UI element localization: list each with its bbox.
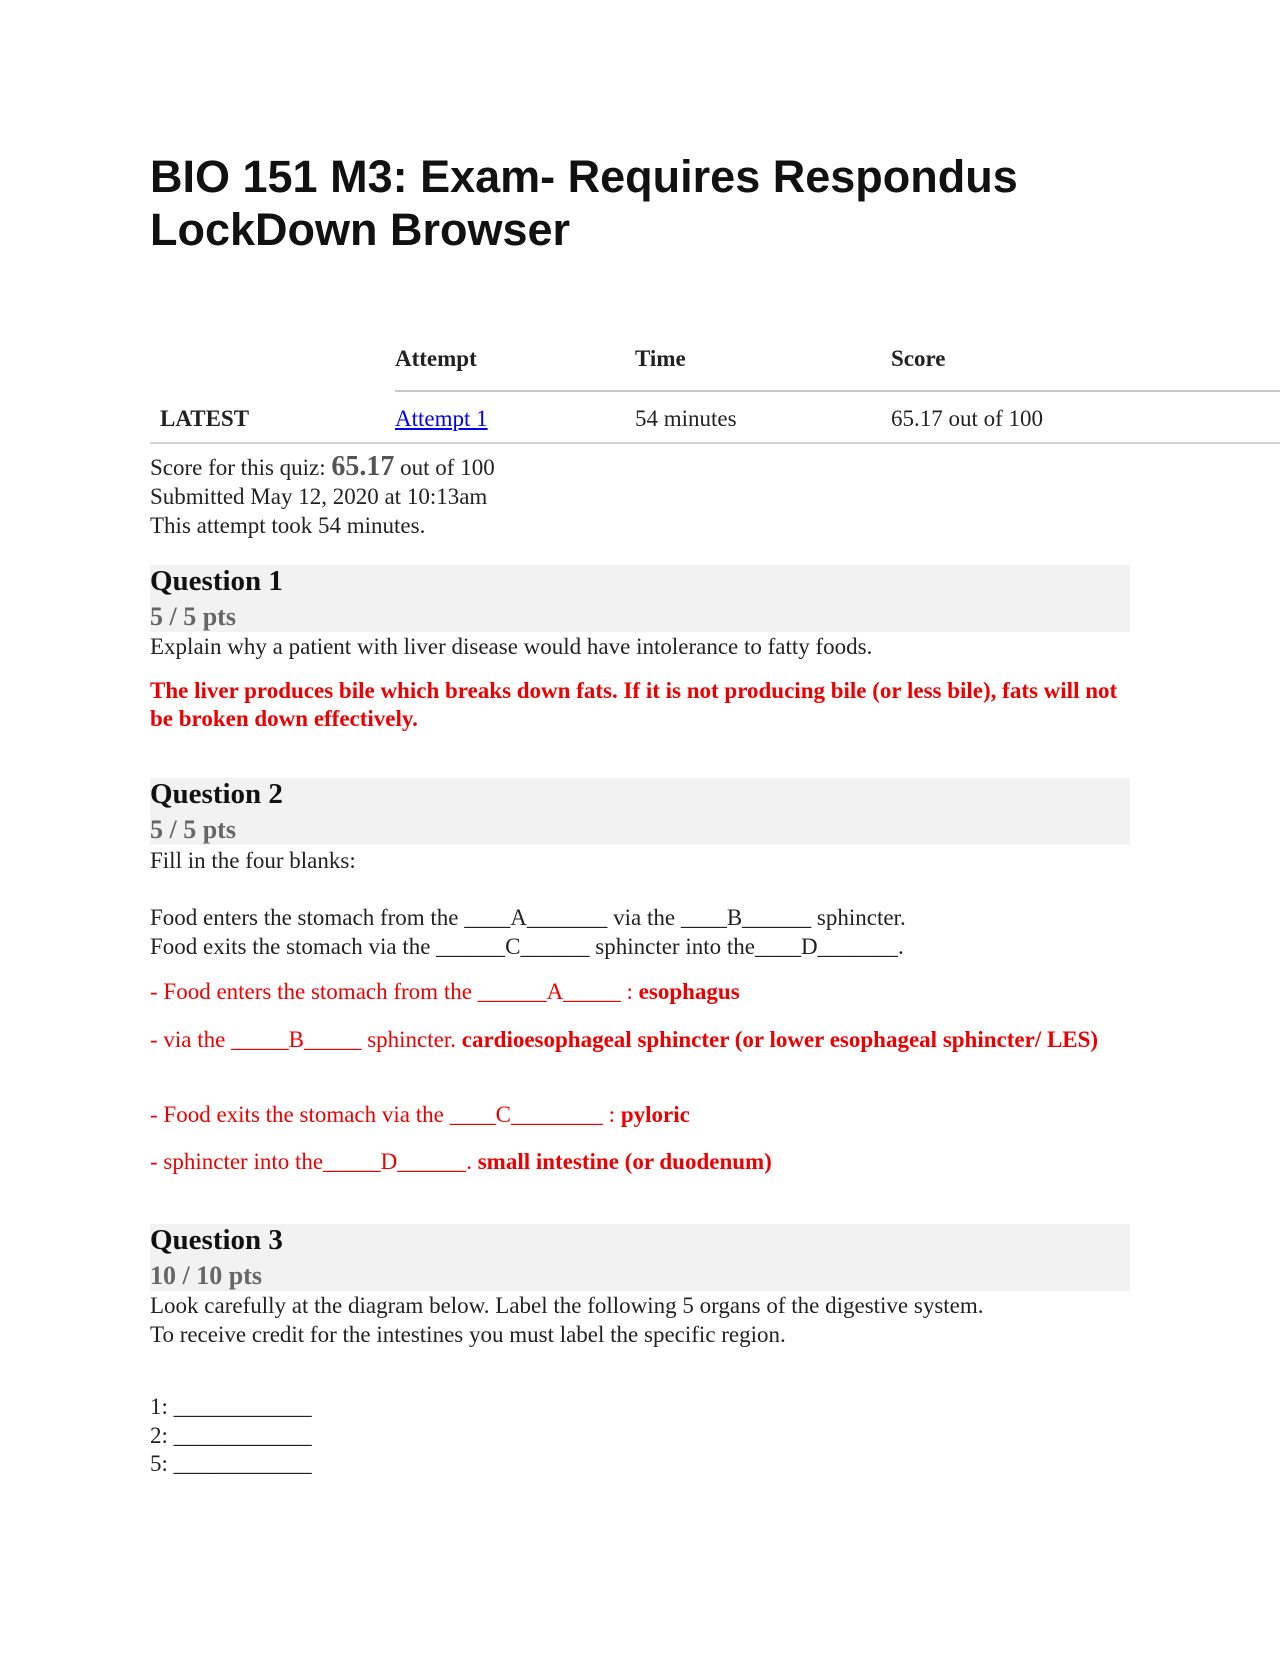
row-label: LATEST — [160, 406, 250, 431]
question-2-title: Question 2 — [150, 778, 283, 810]
answer-a-value: esophagus — [638, 979, 740, 1004]
score-value: 65.17 — [331, 451, 395, 482]
header-score: Score — [891, 346, 946, 371]
answer-d-label: - sphincter into the_____D______. — [150, 1149, 478, 1174]
question-1-answer: The liver produces bile which breaks down fats. If it is not producing bile (or less bile), fats will not be broken down effectively. — [150, 678, 1118, 731]
score-prefix: Score for this quiz: — [150, 455, 332, 480]
answer-c — [150, 1101, 1130, 1129]
page-title: BIO 151 M3: Exam- Requires Respondus LockDown Browser — [150, 151, 1018, 255]
question-1-points: 5 / 5 pts — [150, 602, 236, 631]
answer-c-label: - Food exits the stomach via the ____C________ : — [150, 1102, 621, 1127]
duration-line: This attempt took 54 minutes. — [150, 513, 426, 538]
header-attempt: Attempt — [395, 346, 477, 371]
question-3-prompt-2: To receive credit for the intestines you must label the specific region. — [150, 1322, 786, 1347]
answer-a-label: - Food enters the stomach from the ______A_____ : — [150, 979, 639, 1004]
label-blank: 1: ____________ — [150, 1394, 312, 1419]
question-2-line-2: Food exits the stomach via the ______C______ sphincter into the____D_______. — [150, 934, 904, 959]
quiz-summary — [150, 452, 495, 540]
question-1-header — [150, 565, 1130, 632]
answer-d-value: small intestine (or duodenum) — [477, 1149, 772, 1174]
attempts-table — [150, 340, 1280, 444]
question-1-title: Question 1 — [150, 565, 283, 597]
score-suffix: out of 100 — [394, 455, 495, 480]
attempt-score: 65.17 out of 100 — [891, 406, 1044, 431]
question-3-title: Question 3 — [150, 1224, 283, 1256]
question-3-points: 10 / 10 pts — [150, 1261, 262, 1290]
header-time: Time — [635, 346, 686, 371]
question-3-prompt-1: Look carefully at the diagram below. Label the following 5 organs of the digestive system. — [150, 1293, 984, 1318]
question-1-prompt: Explain why a patient with liver disease would have intolerance to fatty foods. — [150, 634, 873, 659]
question-2-line-1: Food enters the stomach from the ____A_______ via the ____B______ sphincter. — [150, 905, 906, 930]
answer-d — [150, 1148, 1130, 1176]
question-2-prompt: Fill in the four blanks: — [150, 848, 356, 873]
score-line — [150, 452, 495, 482]
label-blank: 2: ____________ — [150, 1423, 312, 1448]
answer-b-label: - via the _____B_____ sphincter. — [150, 1027, 462, 1052]
question-2-points: 5 / 5 pts — [150, 815, 236, 844]
question-3-header — [150, 1224, 1130, 1291]
attempt-time: 54 minutes — [635, 406, 737, 431]
answer-a — [150, 978, 1130, 1006]
answer-b-value: cardioesophageal sphincter (or lower esophageal sphincter/ LES) — [461, 1027, 1099, 1052]
table-row — [150, 392, 1280, 444]
submitted-line: Submitted May 12, 2020 at 10:13am — [150, 484, 488, 509]
label-blank: 5: ____________ — [150, 1451, 312, 1476]
attempt-link[interactable]: Attempt 1 — [395, 406, 488, 431]
answer-b — [150, 1026, 1130, 1054]
answer-c-value: pyloric — [620, 1102, 690, 1127]
question-2-header — [150, 778, 1130, 845]
table-header — [395, 340, 1280, 392]
